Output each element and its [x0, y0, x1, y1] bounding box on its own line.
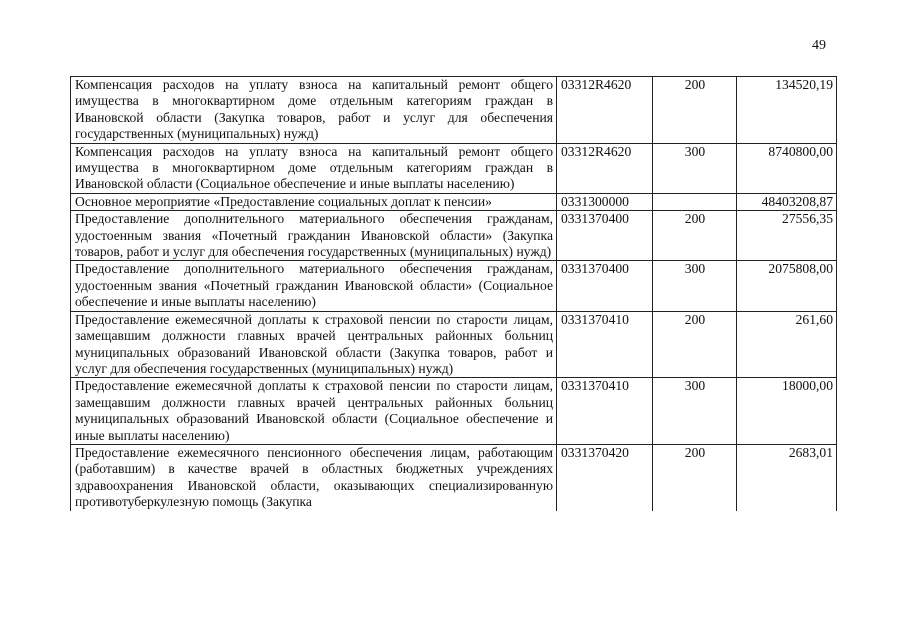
- row-expense-type: 300: [653, 143, 737, 193]
- budget-table: [70, 76, 837, 511]
- row-amount: 134520,19: [737, 77, 837, 144]
- page-number: 49: [812, 38, 826, 53]
- row-expense-type: 200: [653, 211, 737, 261]
- table-row: [71, 311, 837, 378]
- row-target-code: 0331370410: [557, 378, 653, 445]
- row-expense-type: 300: [653, 378, 737, 445]
- row-name: Предоставление дополнительного материального обеспечения гражданам, удостоенным звания «Почетный гражданин Ивановской области» (Закупка товаров, работ и услуг для обеспечения государственных (муниципальных) нужд): [71, 211, 557, 261]
- row-target-code: 0331300000: [557, 193, 653, 210]
- row-amount: 2683,01: [737, 444, 837, 510]
- row-target-code: 0331370400: [557, 211, 653, 261]
- table-row: [71, 211, 837, 261]
- row-name: Основное мероприятие «Предоставление социальных доплат к пенсии»: [71, 193, 557, 210]
- row-amount: 18000,00: [737, 378, 837, 445]
- row-expense-type: 300: [653, 261, 737, 311]
- table-row: [71, 378, 837, 445]
- row-target-code: 0331370400: [557, 261, 653, 311]
- row-amount: 2075808,00: [737, 261, 837, 311]
- row-name: Предоставление дополнительного материального обеспечения гражданам, удостоенным звания «Почетный гражданин Ивановской области» (Социальное обеспечение и иные выплаты населению): [71, 261, 557, 311]
- table-row: [71, 193, 837, 210]
- row-expense-type: 200: [653, 444, 737, 510]
- row-amount: 27556,35: [737, 211, 837, 261]
- table-row: [71, 143, 837, 193]
- row-expense-type: 200: [653, 311, 737, 378]
- row-target-code: 03312R4620: [557, 143, 653, 193]
- table-row: [71, 261, 837, 311]
- row-expense-type: [653, 193, 737, 210]
- row-name: Компенсация расходов на уплату взноса на капитальный ремонт общего имущества в многоквартирном доме отдельным категориям граждан в Ивановской области (Социальное обеспечение и иные выплаты населению): [71, 143, 557, 193]
- row-expense-type: 200: [653, 77, 737, 144]
- row-name: Предоставление ежемесячного пенсионного обеспечения лицам, работающим (работавшим) в качестве врачей в областных бюджетных учреждениях здравоохранения Ивановской области, оказывающих специализированную противотуберкулезную помощь (Закупка: [71, 444, 557, 510]
- row-name: Предоставление ежемесячной доплаты к страховой пенсии по старости лицам, замещавшим должности главных врачей центральных районных больниц муниципальных образований Ивановской области (Закупка товаров, работ и услуг для обеспечения государственных (муниципальных) нужд): [71, 311, 557, 378]
- row-target-code: 0331370410: [557, 311, 653, 378]
- row-target-code: 03312R4620: [557, 77, 653, 144]
- row-amount: 48403208,87: [737, 193, 837, 210]
- table-row: [71, 77, 837, 144]
- row-target-code: 0331370420: [557, 444, 653, 510]
- row-amount: 8740800,00: [737, 143, 837, 193]
- row-amount: 261,60: [737, 311, 837, 378]
- table-row: [71, 444, 837, 510]
- row-name: Предоставление ежемесячной доплаты к страховой пенсии по старости лицам, замещавшим должности главных врачей центральных районных больниц муниципальных образований Ивановской области (Социальное обеспечение и иные выплаты населению): [71, 378, 557, 445]
- row-name: Компенсация расходов на уплату взноса на капитальный ремонт общего имущества в многоквартирном доме отдельным категориям граждан в Ивановской области (Закупка товаров, работ и услуг для обеспечения государственных (муниципальных) нужд): [71, 77, 557, 144]
